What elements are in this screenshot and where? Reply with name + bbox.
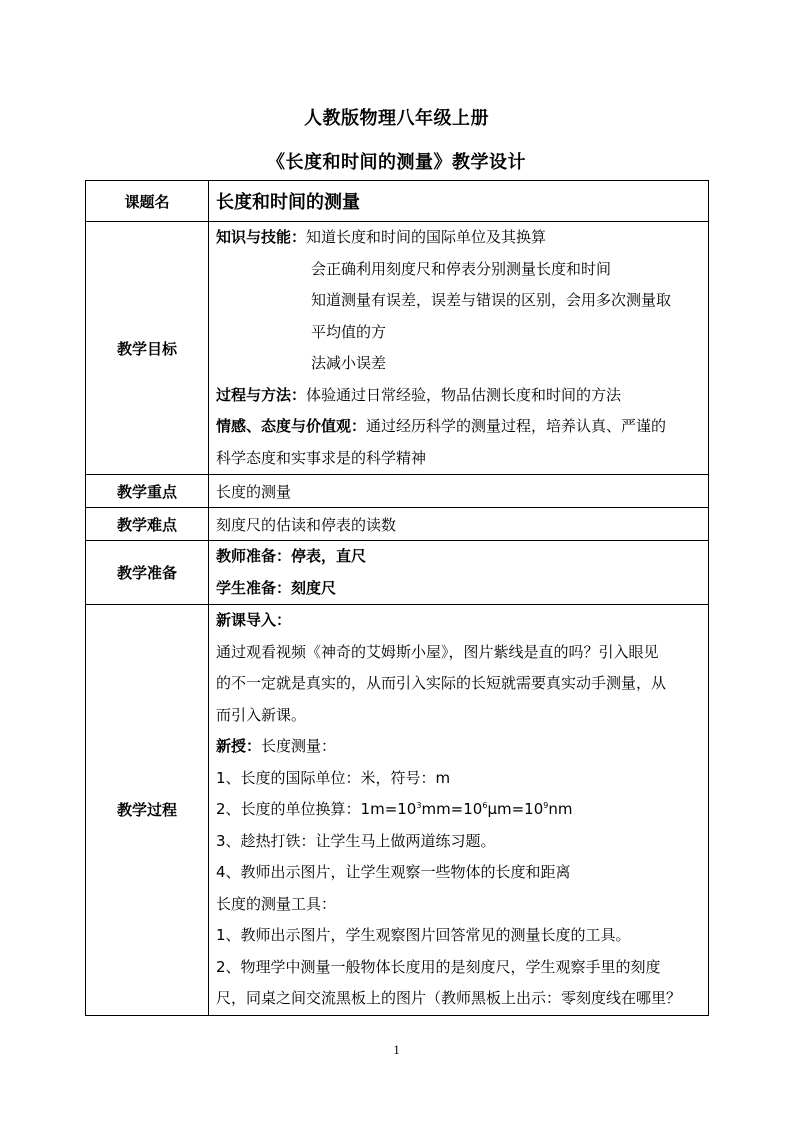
difficulty-label: 教学难点 [86,508,209,541]
lesson-plan-table [85,180,709,1016]
knowledge-text-3a: 知道测量有误差，误差与错误的区别，会用多次测量取 [311,291,672,309]
process-method-heading: 过程与方法： [216,385,307,404]
intro-text-a: 通过观看视频《神奇的艾姆斯小屋》，图片紫线是直的吗？引入眼见 [216,642,659,661]
tool-item-1: 1、教师出示图片，学生观察图片回答常见的测量长度的工具。 [216,926,631,944]
process-cell [209,605,709,1016]
table-row-difficulty [86,508,709,541]
teacher-preparation: 教师准备：停表，直尺 [216,547,367,565]
preparation-cell [209,541,709,605]
process-item-2 [216,794,701,826]
knowledge-heading: 知识与技能： [216,228,307,246]
tools-heading: 长度的测量工具： [216,894,337,913]
exponent-3: 9 [543,801,549,810]
student-preparation: 学生准备：刻度尺 [216,578,337,597]
objectives-cell [209,222,709,475]
process-method-line [216,380,701,412]
intro-text-b: 的不一定就是真实的，从而引入实际的长短就需要真实动手测量，从 [216,674,667,692]
table-row-preparation [86,541,709,605]
intro-heading: 新课导入： [216,611,292,629]
topic-value: 长度和时间的测量 [216,192,360,213]
unit-conversion-mid-1: mm=10 [421,800,483,818]
table-row-objectives [86,222,709,475]
tool-item-2a: 2、物理学中测量一般物体长度用的是刻度尺，学生观察手里的刻度 [216,957,661,976]
knowledge-text-3c: 法减小误差 [311,354,387,372]
new-lesson-heading: 新授： [216,737,262,755]
document-title: 人教版物理八年级上册 [304,108,489,129]
table-row-process [86,605,709,1016]
knowledge-line [216,222,701,254]
objectives-label: 教学目标 [86,222,209,475]
emotion-heading: 情感、态度与价值观： [216,417,367,435]
process-item-1: 1、长度的国际单位：米，符号：m [216,768,451,787]
intro-text-c: 而引入新课。 [216,705,307,724]
document-subtitle: 《长度和时间的测量》教学设计 [267,152,526,173]
preparation-label: 教学准备 [86,541,209,605]
emotion-text-a: 通过经历科学的测量过程，培养认真、严谨的 [366,417,667,435]
unit-conversion-mid-2: μm=10 [487,800,544,818]
topic-cell [209,181,709,222]
tool-item-2b: 尺，同桌之间交流黑板上的图片（教师黑板上出示：零刻度线在哪里？ [216,989,682,1007]
process-item-3: 3、趁热打铁：让学生马上做两道练习题。 [216,831,496,850]
emotion-line [216,411,701,443]
new-lesson-subtitle: 长度测量： [261,737,337,755]
unit-conversion-suffix: nm [548,800,573,818]
table-row-key-point [86,475,709,508]
emotion-text-b: 科学态度和实事求是的科学精神 [216,448,427,467]
page-number: 1 [393,1042,400,1057]
difficulty-value: 刻度尺的估读和停表的读数 [209,508,709,541]
table-row-topic [86,181,709,222]
process-label: 教学过程 [86,605,209,1016]
key-point-value: 长度的测量 [209,475,709,508]
knowledge-text-1: 知道长度和时间的国际单位及其换算 [306,228,547,246]
key-point-label: 教学重点 [86,475,209,508]
knowledge-text-3b: 平均值的方 [311,322,387,341]
unit-conversion-prefix: 2、长度的单位换算：1m=10 [216,800,417,818]
exponent-2: 6 [482,801,488,810]
process-item-4: 4、教师出示图片，让学生观察一些物体的长度和距离 [216,863,571,881]
new-lesson-line [216,731,701,763]
process-method-text: 体验通过日常经验，物品估测长度和时间的方法 [306,385,622,404]
topic-label: 课题名 [86,181,209,222]
knowledge-text-2: 会正确利用刻度尺和停表分别测量长度和时间 [311,259,612,278]
exponent-1: 3 [416,801,422,810]
